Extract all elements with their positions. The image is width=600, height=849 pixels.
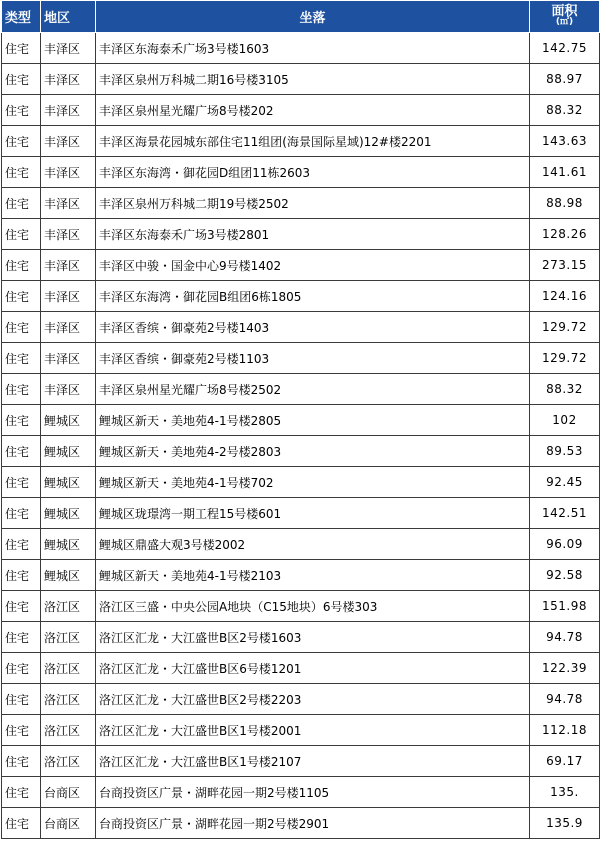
cell-region: 鲤城区	[41, 560, 96, 591]
table-row	[2, 560, 600, 591]
cell-address: 鲤城区新天・美地苑4-1号楼702	[96, 467, 530, 498]
col-header-address: 坐落	[96, 1, 530, 33]
cell-area: 129.72	[530, 312, 600, 343]
cell-region: 丰泽区	[41, 126, 96, 157]
cell-address: 丰泽区泉州万科城二期19号楼2502	[96, 188, 530, 219]
cell-area: 89.53	[530, 436, 600, 467]
cell-address: 丰泽区东海泰禾广场3号楼1603	[96, 33, 530, 64]
table-row	[2, 312, 600, 343]
cell-type: 住宅	[2, 715, 41, 746]
cell-type: 住宅	[2, 529, 41, 560]
table-row	[2, 715, 600, 746]
cell-type: 住宅	[2, 405, 41, 436]
cell-area: 92.58	[530, 560, 600, 591]
table-row	[2, 33, 600, 64]
cell-region: 洛江区	[41, 715, 96, 746]
cell-type: 住宅	[2, 312, 41, 343]
cell-area: 94.78	[530, 622, 600, 653]
header-row	[2, 1, 600, 33]
cell-address: 台商投资区广景・湖畔花园一期2号楼1105	[96, 777, 530, 808]
cell-area: 102	[530, 405, 600, 436]
cell-area: 88.32	[530, 374, 600, 405]
cell-type: 住宅	[2, 64, 41, 95]
table-row	[2, 808, 600, 839]
cell-area: 142.75	[530, 33, 600, 64]
cell-address: 鲤城区鼎盛大观3号楼2002	[96, 529, 530, 560]
cell-area: 273.15	[530, 250, 600, 281]
table-row	[2, 498, 600, 529]
cell-type: 住宅	[2, 126, 41, 157]
cell-region: 台商区	[41, 777, 96, 808]
cell-type: 住宅	[2, 653, 41, 684]
cell-region: 洛江区	[41, 653, 96, 684]
cell-region: 丰泽区	[41, 219, 96, 250]
cell-area: 142.51	[530, 498, 600, 529]
table-row	[2, 405, 600, 436]
table-row	[2, 157, 600, 188]
cell-address: 台商投资区广景・湖畔花园一期2号楼2901	[96, 808, 530, 839]
cell-region: 丰泽区	[41, 95, 96, 126]
cell-address: 洛江区汇龙・大江盛世B区1号楼2107	[96, 746, 530, 777]
cell-type: 住宅	[2, 95, 41, 126]
cell-region: 丰泽区	[41, 343, 96, 374]
cell-type: 住宅	[2, 746, 41, 777]
cell-type: 住宅	[2, 281, 41, 312]
cell-type: 住宅	[2, 591, 41, 622]
cell-address: 鲤城区新天・美地苑4-2号楼2803	[96, 436, 530, 467]
cell-type: 住宅	[2, 808, 41, 839]
cell-area: 135.	[530, 777, 600, 808]
cell-type: 住宅	[2, 467, 41, 498]
cell-area: 129.72	[530, 343, 600, 374]
cell-address: 丰泽区香缤・御豪苑2号楼1103	[96, 343, 530, 374]
cell-address: 丰泽区海景花园城东部住宅11组团(海景国际星域)12#楼2201	[96, 126, 530, 157]
cell-area: 141.61	[530, 157, 600, 188]
cell-address: 洛江区汇龙・大江盛世B区1号楼2001	[96, 715, 530, 746]
cell-region: 丰泽区	[41, 64, 96, 95]
table-row	[2, 777, 600, 808]
table-row	[2, 529, 600, 560]
cell-area: 122.39	[530, 653, 600, 684]
cell-type: 住宅	[2, 560, 41, 591]
cell-area: 143.63	[530, 126, 600, 157]
cell-area: 94.78	[530, 684, 600, 715]
cell-region: 洛江区	[41, 622, 96, 653]
cell-type: 住宅	[2, 498, 41, 529]
cell-address: 丰泽区东海泰禾广场3号楼2801	[96, 219, 530, 250]
table-row	[2, 188, 600, 219]
cell-type: 住宅	[2, 622, 41, 653]
table-row	[2, 343, 600, 374]
cell-address: 丰泽区东海湾・御花园B组团6栋1805	[96, 281, 530, 312]
cell-area: 69.17	[530, 746, 600, 777]
cell-type: 住宅	[2, 219, 41, 250]
cell-area: 128.26	[530, 219, 600, 250]
cell-region: 洛江区	[41, 591, 96, 622]
table-row	[2, 95, 600, 126]
cell-region: 鲤城区	[41, 467, 96, 498]
cell-region: 丰泽区	[41, 33, 96, 64]
cell-address: 丰泽区泉州万科城二期16号楼3105	[96, 64, 530, 95]
cell-area: 151.98	[530, 591, 600, 622]
cell-region: 洛江区	[41, 684, 96, 715]
cell-region: 丰泽区	[41, 374, 96, 405]
table-row	[2, 281, 600, 312]
cell-region: 鲤城区	[41, 436, 96, 467]
cell-region: 鲤城区	[41, 405, 96, 436]
area-header-label: 面积	[551, 3, 578, 19]
cell-address: 鲤城区新天・美地苑4-1号楼2805	[96, 405, 530, 436]
cell-type: 住宅	[2, 374, 41, 405]
table-row	[2, 467, 600, 498]
cell-address: 洛江区汇龙・大江盛世B区2号楼2203	[96, 684, 530, 715]
col-header-area	[530, 1, 600, 33]
cell-address: 鲤城区新天・美地苑4-1号楼2103	[96, 560, 530, 591]
cell-type: 住宅	[2, 777, 41, 808]
cell-area: 124.16	[530, 281, 600, 312]
cell-region: 丰泽区	[41, 281, 96, 312]
table-row	[2, 653, 600, 684]
cell-region: 丰泽区	[41, 312, 96, 343]
cell-address: 丰泽区泉州星光耀广场8号楼2502	[96, 374, 530, 405]
cell-address: 丰泽区香缤・御豪苑2号楼1403	[96, 312, 530, 343]
cell-type: 住宅	[2, 33, 41, 64]
cell-address: 丰泽区泉州星光耀广场8号楼202	[96, 95, 530, 126]
cell-address: 洛江区三盛・中央公园A地块（C15地块）6号楼303	[96, 591, 530, 622]
table-row	[2, 374, 600, 405]
cell-area: 92.45	[530, 467, 600, 498]
cell-region: 鲤城区	[41, 498, 96, 529]
table-header	[2, 1, 600, 33]
cell-region: 丰泽区	[41, 188, 96, 219]
cell-area: 112.18	[530, 715, 600, 746]
cell-region: 丰泽区	[41, 157, 96, 188]
cell-type: 住宅	[2, 343, 41, 374]
table-row	[2, 622, 600, 653]
cell-address: 鲤城区珑璟湾一期工程15号楼601	[96, 498, 530, 529]
table-row	[2, 250, 600, 281]
cell-address: 丰泽区中骏・国金中心9号楼1402	[96, 250, 530, 281]
cell-area: 88.98	[530, 188, 600, 219]
table-body	[2, 33, 600, 839]
cell-type: 住宅	[2, 188, 41, 219]
cell-region: 台商区	[41, 808, 96, 839]
table-row	[2, 126, 600, 157]
table-row	[2, 219, 600, 250]
cell-area: 96.09	[530, 529, 600, 560]
cell-type: 住宅	[2, 157, 41, 188]
col-header-type: 类型	[2, 1, 41, 33]
cell-region: 洛江区	[41, 746, 96, 777]
cell-area: 88.97	[530, 64, 600, 95]
col-header-region: 地区	[41, 1, 96, 33]
table-row	[2, 684, 600, 715]
cell-address: 丰泽区东海湾・御花园D组团11栋2603	[96, 157, 530, 188]
cell-type: 住宅	[2, 436, 41, 467]
cell-type: 住宅	[2, 684, 41, 715]
cell-area: 135.9	[530, 808, 600, 839]
property-table	[1, 0, 600, 839]
table-row	[2, 591, 600, 622]
cell-region: 丰泽区	[41, 250, 96, 281]
cell-address: 洛江区汇龙・大江盛世B区6号楼1201	[96, 653, 530, 684]
table-row	[2, 436, 600, 467]
cell-type: 住宅	[2, 250, 41, 281]
area-unit-label: (㎡)	[555, 16, 574, 27]
cell-area: 88.32	[530, 95, 600, 126]
cell-address: 洛江区汇龙・大江盛世B区2号楼1603	[96, 622, 530, 653]
cell-region: 鲤城区	[41, 529, 96, 560]
table-row	[2, 746, 600, 777]
table-row	[2, 64, 600, 95]
